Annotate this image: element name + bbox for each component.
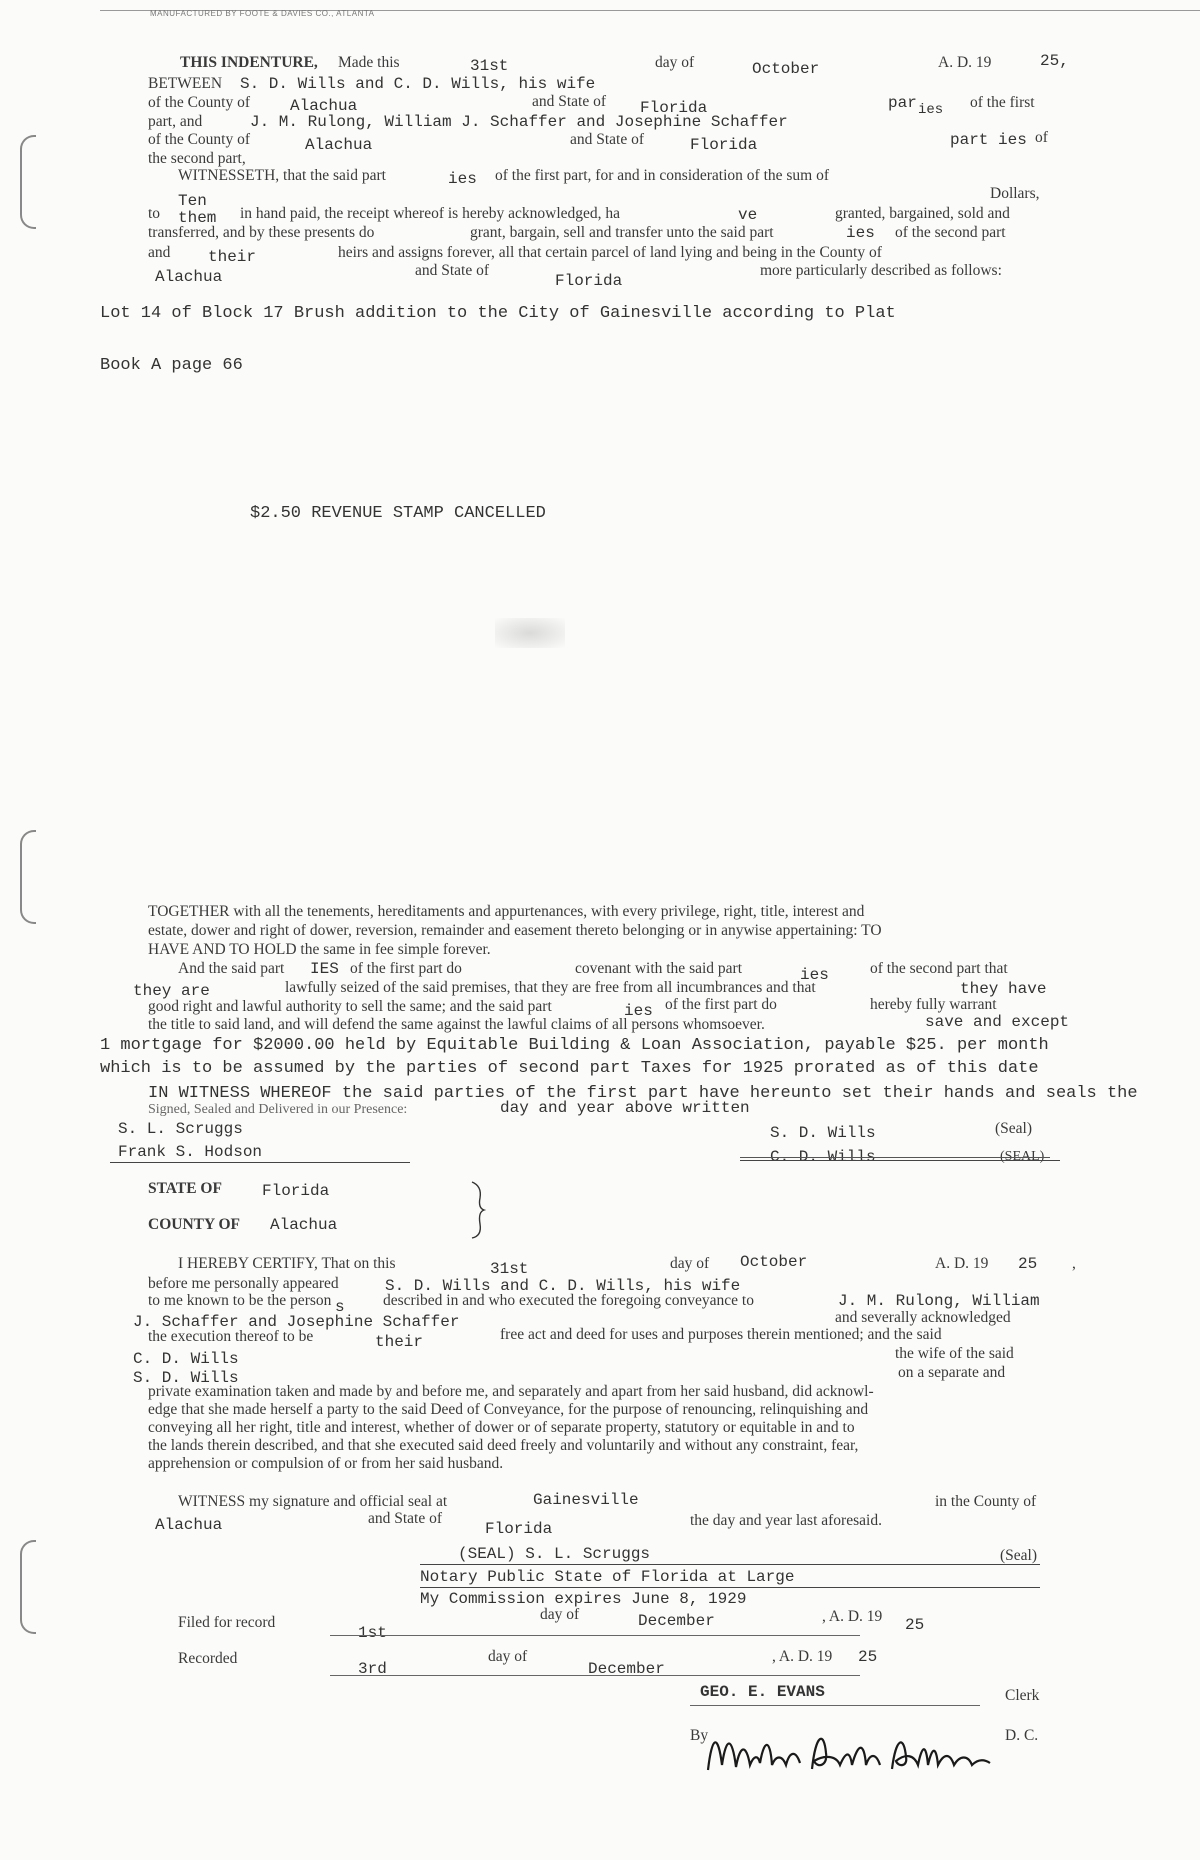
witness-state: Florida: [485, 1520, 553, 1538]
recorded-year: 25: [858, 1648, 878, 1666]
state-of-label: STATE OF: [148, 1180, 222, 1197]
notary-state: Florida: [262, 1182, 330, 1200]
state-label-3: and State of: [415, 262, 490, 279]
revenue-stamp-note: $2.50 REVENUE STAMP CANCELLED: [250, 504, 546, 523]
land-state: Florida: [555, 272, 623, 290]
clerk-name: GEO. E. EVANS: [700, 1683, 825, 1701]
cert-day: 31st: [490, 1260, 529, 1278]
conveyed-to: J. M. Rulong, William: [838, 1292, 1040, 1310]
grantor-1-signature: S. D. Wills: [770, 1124, 876, 1142]
they-are: they are: [133, 982, 210, 1000]
covenant-and-said: And the said part: [178, 960, 285, 977]
free-act-text: free act and deed for uses and purposes therein mentioned; and the said: [500, 1326, 942, 1343]
wife-name: C. D. Wills: [133, 1350, 239, 1368]
exception-line-1: 1 mortgage for $2000.00 held by Equitable Building & Loan Association, payable $25. per month: [100, 1036, 1049, 1055]
binder-bracket-middle: [20, 830, 36, 924]
notary-seal-name: (SEAL) S. L. Scruggs: [458, 1545, 651, 1563]
their-text: their: [208, 248, 257, 266]
seized-text: lawfully seized of the said premises, that they are free from all incumbrances and that: [285, 979, 816, 996]
between-label: BETWEEN: [148, 75, 223, 92]
day-of-label: day of: [655, 54, 695, 71]
exception-line-2: which is to be assumed by the parties of second part Taxes for 1925 prorated as of this date: [100, 1059, 1039, 1078]
save-except: save and except: [925, 1013, 1070, 1031]
paper-smudge: [495, 618, 565, 648]
witness-2-name: Frank S. Hodson: [118, 1143, 263, 1161]
cert-comma: ,: [1072, 1255, 1076, 1272]
state-label-2: and State of: [570, 131, 645, 148]
county-label: of the County of: [148, 94, 251, 111]
heirs-text: heirs and assigns forever, all that certain parcel of land lying and being in the County of: [338, 244, 882, 261]
filed-month: December: [638, 1612, 715, 1630]
grantor-signature-rule: [740, 1160, 1060, 1161]
certify-text: I HEREBY CERTIFY, That on this: [178, 1255, 396, 1272]
grantee-state: Florida: [690, 136, 758, 154]
consideration-text: of the first part, for and in consideration of the sum of: [495, 167, 830, 184]
grantor-state: Florida: [640, 99, 708, 117]
to-label: to: [148, 205, 161, 222]
appeared-text: before me personally appeared: [148, 1275, 339, 1292]
commission-expiry: My Commission expires June 8, 1929: [420, 1590, 747, 1608]
transfer-ies: ies: [846, 224, 875, 242]
witness-seal-text: WITNESS my signature and official seal at: [178, 1493, 448, 1510]
ad-label: A. D. 19: [938, 54, 992, 71]
notary-title: Notary Public State of Florida at Large: [420, 1568, 795, 1586]
notary-rule-1: [420, 1564, 1040, 1565]
filed-label: Filed for record: [178, 1614, 276, 1631]
part-and-label: part, and: [148, 113, 203, 130]
binder-bracket-bottom: [20, 1540, 36, 1634]
to-whom: them: [178, 209, 217, 227]
recorded-ad: , A. D. 19: [772, 1648, 833, 1665]
deed-year: 25,: [1040, 52, 1069, 70]
par-text: par: [888, 94, 917, 112]
of-label: of: [1035, 129, 1048, 146]
described-text: more particularly described as follows:: [760, 262, 1002, 279]
deed-month: October: [752, 60, 820, 78]
covenant-ies-caps: IES: [310, 960, 339, 978]
venue-brace: [470, 1180, 490, 1240]
authority-ies: ies: [624, 1002, 653, 1020]
authority-text: good right and lawful authority to sell the same; and the said part: [148, 998, 552, 1015]
clerk-rule: [690, 1705, 980, 1706]
land-county: Alachua: [155, 268, 223, 286]
made-this-label: Made this: [338, 54, 400, 71]
covenant-with: covenant with the said part: [575, 960, 743, 977]
witnesseth-label: WITNESSETH, that the said part: [178, 167, 386, 184]
notary-county: Alachua: [270, 1216, 338, 1234]
execution-text: the execution thereof to be: [148, 1328, 314, 1345]
recorded-rule: [330, 1675, 860, 1676]
witness-signature-rule: [110, 1162, 410, 1163]
cert-year: 25: [1018, 1255, 1038, 1273]
cert-month: October: [740, 1253, 808, 1271]
in-county-text: in the County of: [935, 1493, 1037, 1510]
parties-text: part ies: [950, 131, 1027, 149]
conveyed-to-cont: J. Schaffer and Josephine Schaffer: [133, 1313, 460, 1331]
exam-line-4: the lands therein described, and that she executed said deed freely and voluntarily and without any constraint, fear,: [148, 1437, 859, 1454]
defend-text: the title to said land, and will defend the same against the lawful claims of all persons whomsoever.: [148, 1016, 765, 1033]
indenture-heading: THIS INDENTURE,: [180, 54, 318, 71]
witness-city: Gainesville: [533, 1491, 639, 1509]
recorded-label: Recorded: [178, 1650, 238, 1667]
county-label-2: of the County of: [148, 131, 251, 148]
grantor-county: Alachua: [290, 97, 358, 115]
known-s: s: [335, 1298, 345, 1316]
by-label: By: [690, 1727, 709, 1744]
wife-of-text: the wife of the said: [895, 1345, 1014, 1362]
state-label: and State of: [532, 93, 607, 110]
appeared-names: S. D. Wills and C. D. Wills, his wife: [385, 1277, 741, 1295]
seal-1: (Seal): [995, 1120, 1033, 1137]
hand-paid-text: in hand paid, the receipt whereof is hereby acknowledged, ha: [240, 205, 621, 222]
deputy-clerk-signature: [700, 1725, 1000, 1785]
of-second-text: of the second part: [895, 224, 1006, 241]
they-have: they have: [960, 980, 1047, 998]
covenant-first-part: of the first part do: [350, 960, 462, 977]
binder-bracket-top: [20, 135, 36, 229]
filed-ad: , A. D. 19: [822, 1608, 883, 1625]
separate-text: on a separate and: [898, 1364, 1006, 1381]
day-year-written: day and year above written: [500, 1099, 750, 1117]
grantor-2-signature: C. D. Wills: [770, 1148, 876, 1166]
aforesaid-text: the day and year last aforesaid.: [690, 1512, 882, 1529]
exam-line-5: apprehension or compulsion of or from her said husband.: [148, 1455, 504, 1472]
exam-line-1: private examination taken and made by and before me, and separately and apart from her said husband, did acknowl-: [148, 1383, 874, 1400]
together-line-1: TOGETHER with all the tenements, hereditaments and appurtenances, with every privilege, right, title, interest and: [148, 903, 865, 920]
notary-rule-2: [420, 1587, 1040, 1588]
seal-2: (SEAL): [1000, 1149, 1045, 1164]
and-label: and: [148, 244, 171, 261]
clerk-label: Clerk: [1005, 1687, 1040, 1704]
deputy-clerk-label: D. C.: [1005, 1727, 1039, 1744]
recorded-month: December: [588, 1660, 665, 1678]
second-part-label: the second part,: [148, 150, 246, 167]
covenant-second-part: of the second part that: [870, 960, 1008, 977]
witness-county: Alachua: [155, 1516, 223, 1534]
filed-year: 25: [905, 1616, 925, 1634]
ies-text: ies: [918, 102, 944, 118]
witnesseth-ies: ies: [448, 170, 477, 188]
transferred-text: transferred, and by these presents do: [148, 224, 375, 241]
deed-day: 31st: [470, 57, 509, 75]
have-suffix: ve: [738, 206, 758, 224]
granted-text: granted, bargained, sold and: [835, 205, 1010, 222]
signed-sealed-label: Signed, Sealed and Delivered in our Presence:: [148, 1102, 408, 1117]
filed-rule: [330, 1635, 860, 1636]
witness-state-label: and State of: [368, 1510, 443, 1527]
cert-ad: A. D. 19: [935, 1255, 989, 1272]
filed-day-of: day of: [540, 1606, 580, 1623]
execution-their: their: [375, 1333, 424, 1351]
grant-text: grant, bargain, sell and transfer unto the said part: [470, 224, 774, 241]
known-text: to me known to be the person: [148, 1292, 332, 1309]
authority-first-part: of the first part do: [665, 996, 777, 1013]
legal-description-line-1: Lot 14 of Block 17 Brush addition to the City of Gainesville according to Plat: [100, 304, 896, 323]
grantees-name: J. M. Rulong, William J. Schaffer and Josephine Schaffer: [250, 113, 788, 131]
filed-day: 1st: [358, 1624, 387, 1642]
recorded-day-of: day of: [488, 1648, 528, 1665]
printer-imprint: MANUFACTURED BY FOOTE & DAVIES CO., ATLANTA: [150, 9, 375, 18]
exam-line-2: edge that she made herself a party to the said Deed of Conveyance, for the purpose of renouncing, relinquishing and: [148, 1401, 869, 1418]
consideration-amount: Ten: [178, 192, 207, 210]
in-witness-line: IN WITNESS WHEREOF the said parties of the first part have hereunto set their hands and seals the: [148, 1084, 1138, 1103]
notary-seal-label: (Seal): [1000, 1547, 1038, 1564]
of-first-label: of the first: [970, 94, 1035, 111]
covenant-ies: ies: [800, 966, 829, 984]
dollars-label: Dollars,: [990, 185, 1040, 202]
witness-1-name: S. L. Scruggs: [118, 1120, 243, 1138]
warrant-text: hereby fully warrant: [870, 996, 997, 1013]
county-of-label: COUNTY OF: [148, 1216, 240, 1233]
executed-text: described in and who executed the foregoing conveyance to: [383, 1292, 754, 1309]
together-line-2: estate, dower and right of dower, reversion, remainder and easement thereto belonging or in anywise appertaining: TO: [148, 922, 882, 939]
exam-line-3: conveying all her right, title and interest, whether of dower or of separate property, statutory or equitable in and to: [148, 1419, 855, 1436]
together-line-3: HAVE AND TO HOLD the same in fee simple forever.: [148, 941, 491, 958]
husband-name: S. D. Wills: [133, 1369, 239, 1387]
grantee-county: Alachua: [305, 136, 373, 154]
grantors-name: S. D. Wills and C. D. Wills, his wife: [240, 75, 596, 93]
recorded-day: 3rd: [358, 1660, 387, 1678]
legal-description-line-2: Book A page 66: [100, 356, 243, 375]
cert-day-of: day of: [670, 1255, 710, 1272]
severally-text: and severally acknowledged: [835, 1309, 1011, 1326]
grantor-2-strike: [740, 1157, 1050, 1158]
